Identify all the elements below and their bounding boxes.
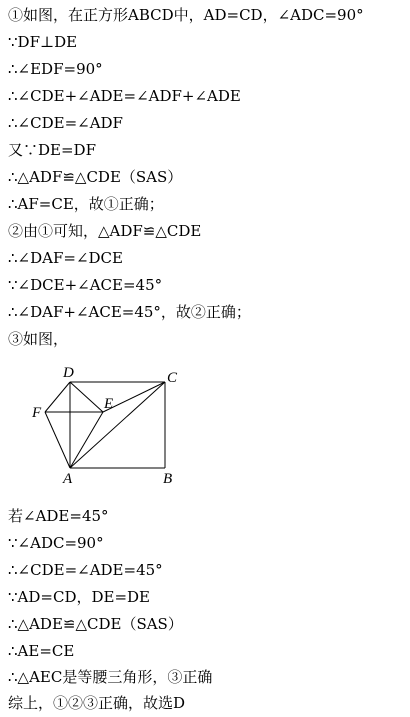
text-line: ③如图， (8, 330, 69, 348)
label-F: F (32, 405, 42, 421)
segment-FA (45, 412, 70, 468)
label-A: A (63, 471, 73, 487)
text-line: ②由①可知，△ADF≌△CDE (8, 222, 202, 240)
text-line: ∴△ADF≌△CDE（SAS） (8, 168, 183, 186)
text-line: ∵AD=CD，DE=DE (8, 588, 150, 606)
segment-EA (70, 412, 103, 468)
text-line: ∴AF=CE，故①正确； (8, 195, 164, 213)
text-line: ∵∠DCE+∠ACE=45° (8, 276, 163, 294)
text-line: 综上，①②③正确，故选D (8, 694, 186, 712)
text-line: ∴∠CDE+∠ADE=∠ADF+∠ADE (8, 87, 241, 105)
text-line: ∴△ADE≌△CDE（SAS） (8, 615, 183, 633)
text-line: ∴∠DAF=∠DCE (8, 249, 123, 267)
segment-DE (70, 382, 103, 412)
text-line: 若∠ADE=45° (8, 507, 109, 525)
text-line: ∴AE=CE (8, 642, 75, 660)
text-line: 又∵DE=DF (8, 141, 96, 159)
text-line: ∵DF⊥DE (8, 33, 78, 51)
text-line: ∴∠DAF+∠ACE=45°，故②正确； (8, 303, 251, 321)
text-line: ①如图，在正方形ABCD中，AD=CD，∠ADC=90° (8, 6, 364, 24)
text-line: ∴∠CDE=∠ADF (8, 114, 123, 132)
text-line: ∴∠CDE=∠ADE=45° (8, 561, 163, 579)
text-line: ∴∠EDF=90° (8, 60, 103, 78)
label-E: E (104, 396, 114, 412)
text-line: ∵∠ADC=90° (8, 534, 104, 552)
label-B: B (163, 471, 173, 487)
geometry-figure (0, 360, 410, 495)
label-D: D (63, 365, 74, 381)
label-C: C (167, 370, 178, 386)
text-line: ∴△AEC是等腰三角形，③正确 (8, 668, 213, 686)
segment-DF (45, 382, 70, 412)
